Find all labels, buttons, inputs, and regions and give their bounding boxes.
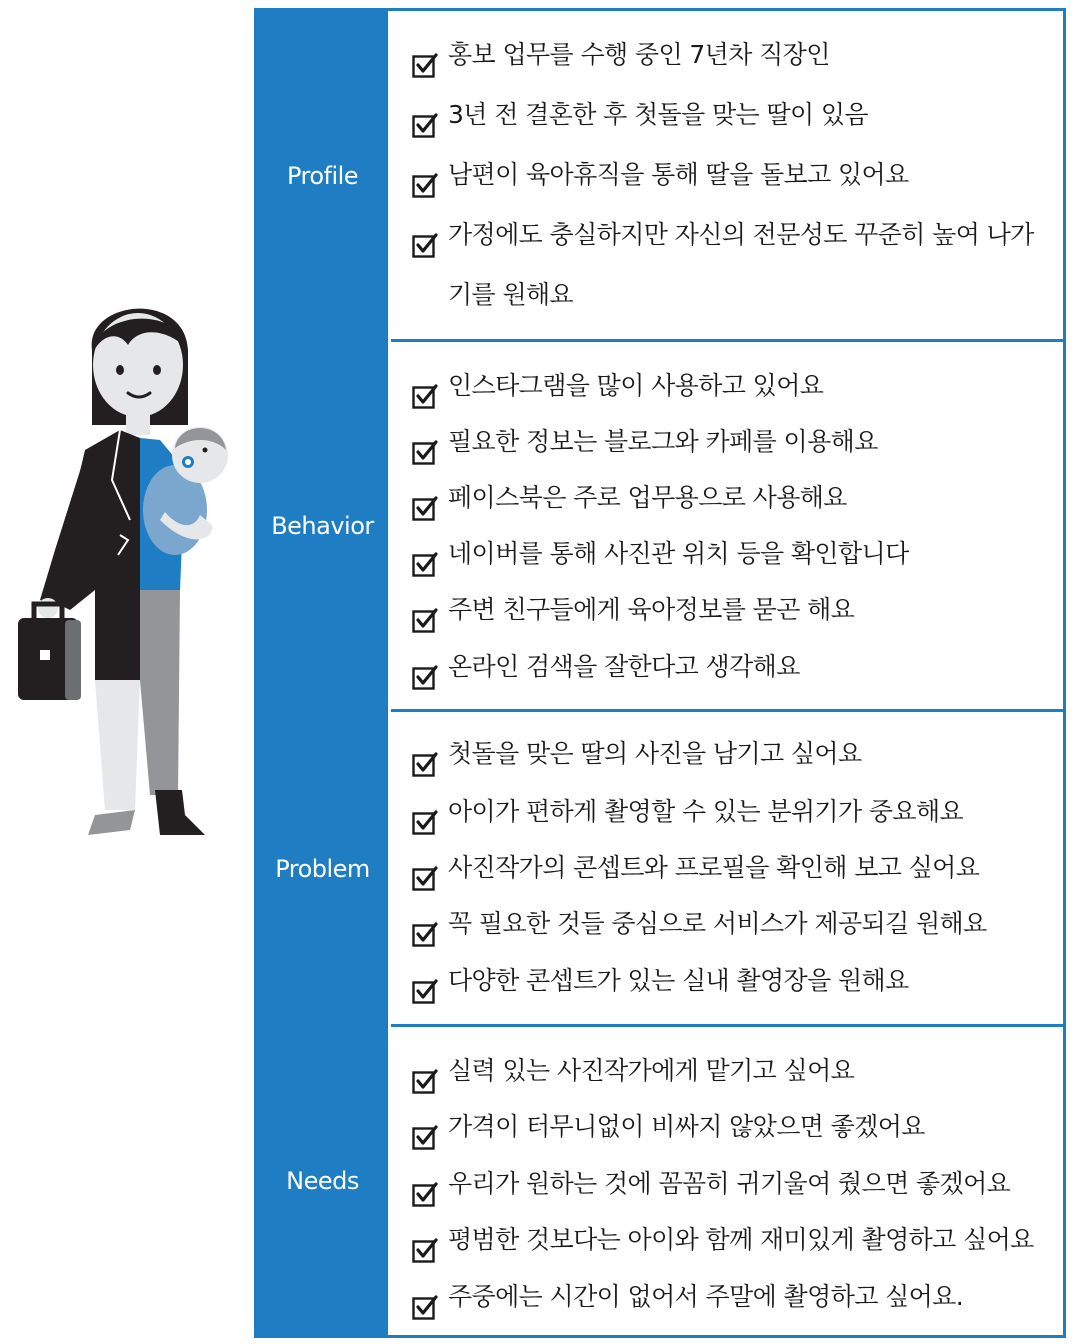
item-text: 필요한 정보는 블로그와 카페를 이용해요	[448, 427, 878, 456]
item-text: 온라인 검색을 잘한다고 생각해요	[448, 652, 800, 681]
checkbox-checked-icon	[412, 967, 438, 993]
checkbox-checked-icon	[412, 540, 438, 566]
list-item	[412, 951, 1059, 1011]
list-item	[412, 724, 1059, 784]
section-items-problem	[412, 712, 1059, 1025]
list-item	[412, 524, 1059, 584]
list-item	[412, 1154, 1059, 1214]
section-items-profile	[412, 11, 1059, 340]
list-item	[412, 356, 1059, 416]
checkbox-checked-icon	[412, 1283, 438, 1309]
checkbox-checked-icon	[412, 740, 438, 766]
list-item	[412, 412, 1059, 472]
checkbox-checked-icon	[412, 653, 438, 679]
list-item	[412, 637, 1059, 697]
section-needs	[257, 1027, 1063, 1335]
section-problem	[257, 712, 1063, 1025]
list-item	[412, 205, 1059, 325]
section-label-profile: Profile	[257, 11, 388, 340]
list-item	[412, 894, 1059, 954]
list-item	[412, 838, 1059, 898]
item-text: 가정에도 충실하지만 자신의 전문성도 꾸준히 높여 나가기를 원해요	[448, 220, 1034, 309]
item-text: 실력 있는 사진작가에게 맡기고 싶어요	[448, 1056, 855, 1085]
section-label-behavior: Behavior	[257, 342, 388, 710]
item-text: 꼭 필요한 것들 중심으로 서비스가 제공되길 원해요	[448, 909, 987, 938]
checkbox-checked-icon	[412, 798, 438, 824]
item-text: 다양한 콘셉트가 있는 실내 촬영장을 원해요	[448, 966, 909, 995]
item-text: 남편이 육아휴직을 통해 딸을 돌보고 있어요	[448, 160, 909, 189]
item-text: 사진작가의 콘셉트와 프로필을 확인해 보고 싶어요	[448, 853, 980, 882]
section-items-needs	[412, 1027, 1059, 1335]
item-text: 우리가 원하는 것에 꼼꼼히 귀기울여 줬으면 좋겠어요	[448, 1169, 1011, 1198]
item-text: 홍보 업무를 수행 중인 7년차 직장인	[448, 40, 830, 69]
section-label-needs: Needs	[257, 1027, 388, 1335]
list-item	[412, 782, 1059, 842]
list-item	[412, 580, 1059, 640]
list-item	[412, 468, 1059, 528]
checkbox-checked-icon	[412, 428, 438, 454]
section-label-problem: Problem	[257, 712, 388, 1025]
section-behavior	[257, 342, 1063, 710]
list-item	[412, 85, 1059, 145]
list-item	[412, 1210, 1059, 1270]
item-text: 인스타그램을 많이 사용하고 있어요	[448, 371, 824, 400]
item-text: 가격이 터무니없이 비싸지 않았으면 좋겠어요	[448, 1112, 925, 1141]
section-profile	[257, 11, 1063, 340]
item-text: 네이버를 통해 사진관 위치 등을 확인합니다	[448, 539, 909, 568]
list-item	[412, 25, 1059, 85]
persona-illustration	[0, 290, 250, 850]
checkbox-checked-icon	[412, 101, 438, 127]
checkbox-checked-icon	[412, 41, 438, 67]
item-text: 주변 친구들에게 육아정보를 묻곤 해요	[448, 595, 855, 624]
checkbox-checked-icon	[412, 596, 438, 622]
checkbox-checked-icon	[412, 1170, 438, 1196]
persona-table	[254, 8, 1066, 1338]
section-items-behavior	[412, 342, 1059, 710]
item-text: 아이가 편하게 촬영할 수 있는 분위기가 중요해요	[448, 797, 964, 826]
checkbox-checked-icon	[412, 854, 438, 880]
item-text: 주중에는 시간이 없어서 주말에 촬영하고 싶어요.	[448, 1282, 964, 1311]
list-item	[412, 145, 1059, 205]
item-text: 페이스북은 주로 업무용으로 사용해요	[448, 483, 847, 512]
checkbox-checked-icon	[412, 910, 438, 936]
list-item	[412, 1267, 1059, 1327]
list-item	[412, 1097, 1059, 1157]
checkbox-checked-icon	[412, 1226, 438, 1252]
checkbox-checked-icon	[412, 484, 438, 510]
checkbox-checked-icon	[412, 372, 438, 398]
checkbox-checked-icon	[412, 161, 438, 187]
checkbox-checked-icon	[412, 1057, 438, 1083]
list-item	[412, 1041, 1059, 1101]
checkbox-checked-icon	[412, 221, 438, 247]
item-text: 평범한 것보다는 아이와 함께 재미있게 촬영하고 싶어요	[448, 1225, 1034, 1254]
item-text: 3년 전 결혼한 후 첫돌을 맞는 딸이 있음	[448, 100, 868, 129]
item-text: 첫돌을 맞은 딸의 사진을 남기고 싶어요	[448, 739, 862, 768]
checkbox-checked-icon	[412, 1113, 438, 1139]
